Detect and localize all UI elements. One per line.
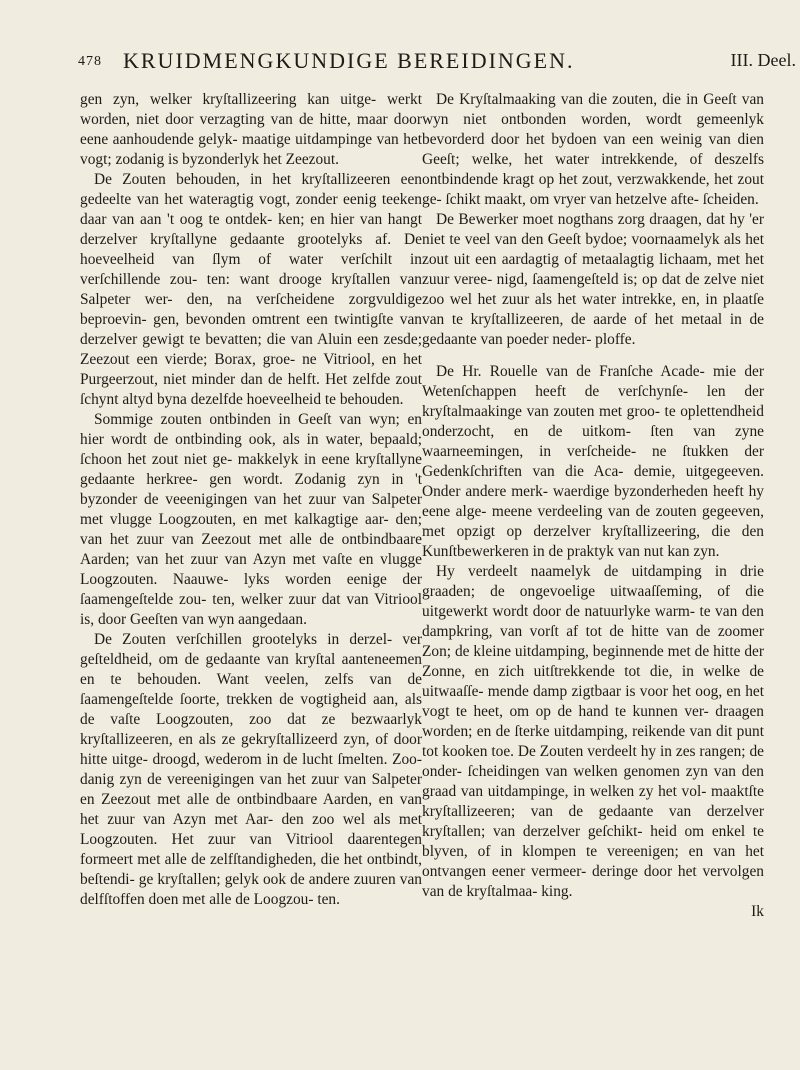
page-header [78, 48, 798, 76]
paragraph: Hy verdeelt naamelyk de uitdamping in drie graaden; de ongevoelige uitwaaſſeming, of die uitgewerkt wordt door de natuurlyke warm- te van den dampkring, van vorſt af tot de hitte van de zoomer Zon; de kleine uitdamping, beginnende met de hitte der Zonne, en zich uitſtrekkende tot die, in welke de uitwaaſſe- mende damp zigtbaar is voor het oog, en het vogt te heet, om op de hand te kunnen ver- draagen worden; en de ſterke uitdamping, reikende van dit punt tot kooken toe. De Zouten verdeelt hy in zes rangen; de onder- ſcheidingen van welken genomen zyn van den graad van uitdampinge, in welken zy het vol- maaktſte kryſtallizeeren; van de gedaante van derzelver kryſtallen; van derzelver geſchikt- heid om enkel te blyven, of in klompen te vereenigen; en van het ontvangen eener vermeer- deringe door het vervolgen van de kryſtalmaa- king. [422, 563, 764, 900]
paragraph: Sommige zouten ontbinden in Geeſt van wyn; en hier wordt de ontbinding ook, als in water, bepaald; ſchoon het zout niet ge- makkelyk in eene kryſtallyne gedaante herkree- gen wordt. Zodanig zyn in 't byzonder de veeenigingen van het zuur van Salpeter met vlugge Loogzouten, en met kalkagtige aar- den; van het zuur van Zeezout met alle de ontbindbaare Aarden; van het zuur van Azyn met vaſte en vlugge Loogzouten. Naauwe- lyks worden eenige der ſaamengeſtelde zou- ten, welker zuur dat van Vitriool is, door Geeſten van wyn aangedaan. [80, 411, 422, 628]
running-title: KRUIDMENGKUNDIGE BEREIDINGEN. [123, 48, 575, 73]
paragraph: De Bewerker moet nogthans zorg draagen, dat hy 'er niet te veel van den Geeſt bydoe; voornaamelyk als het zout uit een aardagtig of metaalagtig lichaam, met het zuur veree- nigd, ſaamengeſteld is; op dat de zelve niet zoo wel het zuur als het water intrekke, en, in plaatſe van te kryſtallizeeren, de aarde of het metaal in de gedaante van poeder neder- ploffe. [422, 211, 764, 348]
paragraph: De Zouten verſchillen grootelyks in derzel- ver geſteldheid, om de gedaante van kryſtal aanteneemen en te behouden. Want veelen, zelfs van de ſaamengeſtelde ſoorte, trekken de vogtigheid aan, als de vaſte Loogzouten, zoo dat ze bezwaarlyk kryſtallizeeren, en als ze gekryſtallizeerd zyn, of door hitte uitge- droogd, wederom in de lucht ſmelten. Zoo- danig zyn de vereenigingen van het zuur van Salpeter en Zeezout met alle de ontbindbaare Aarden, en van het zuur van Azyn met Aar- den zoo wel als met Loogzouten. Het zuur van Vitriool daarentegen formeert met alle de zelfſtandigheden, die het ontbindt, beſtendi- ge kryſtallen; gelyk ook de andere zuuren van delfſtoffen doen met alle de Loogzou- ten. [80, 631, 422, 908]
right-column [422, 90, 764, 922]
paragraph: gen zyn, welker kryſtallizeering kan uitge- werkt worden, niet door verzagting van de hitte, maar door eene aanhoudende gelyk- maatige uitdampinge van het vogt; zodanig is byzonderlyk het Zeezout. [80, 91, 422, 168]
paragraph: De Hr. Rouelle van de Franſche Acade- mie der Wetenſchappen heeft de verſchynſe- len der kryſtalmaakinge van zouten met groo- te oplettendheid onderzocht, en de uitkom- ſten van zyne waarneemingen, in verſcheide- ne ſtukken der Gedenkſchriften van die Aca- demie, uitgegeeven. Onder andere merk- waerdige byzonderheden heeft hy eene alge- meene verdeeling van de zouten gegeeven, met opzigt op derzelver kryſtallizeering, die den Kunſtbewerkeren in de praktyk van nut kan zyn. [422, 363, 764, 560]
paragraph: De Kryſtalmaaking van die zouten, die in Geeſt van wyn niet ontbonden worden, wordt gemeenlyk bevorderd door het bydoen van een weinig van dien Geeſt; welke, het water intrekkende, of deszelfs ontbindende kragt op het zout, verzwakkende, het zout ge- ſchikt maakt, om vryer van hetzelve afte- ſcheiden. [422, 91, 764, 208]
volume-label: III. Deel. [730, 50, 796, 70]
catchword: Ik [751, 903, 764, 920]
page-number: 478 [78, 54, 102, 69]
left-column [80, 90, 422, 910]
paragraph: De Zouten behouden, in het kryſtallizeeren een gedeelte van het wateragtig vogt, zonder eenig teeken daar van aan 't oog te ontdek- ken; en hier van hangt derzelver kryſtallyne gedaante grootelyks af. De hoeveelheid van ſlym of water verſchilt in verſchillende zou- ten: want drooge kryſtallen van Salpeter wer- den, na verſcheidene zorgvuldige beproevin- gen, bevonden omtrent een twintigſte van derzelver gewigt te bevatten; die van Aluin een zesde; Zeezout een vierde; Borax, groe- ne Vitriool, en het Purgeerzout, niet minder dan de helft. Het zelfde zout ſchynt altyd byna dezelfde hoeveelheid te behouden. [80, 171, 422, 408]
